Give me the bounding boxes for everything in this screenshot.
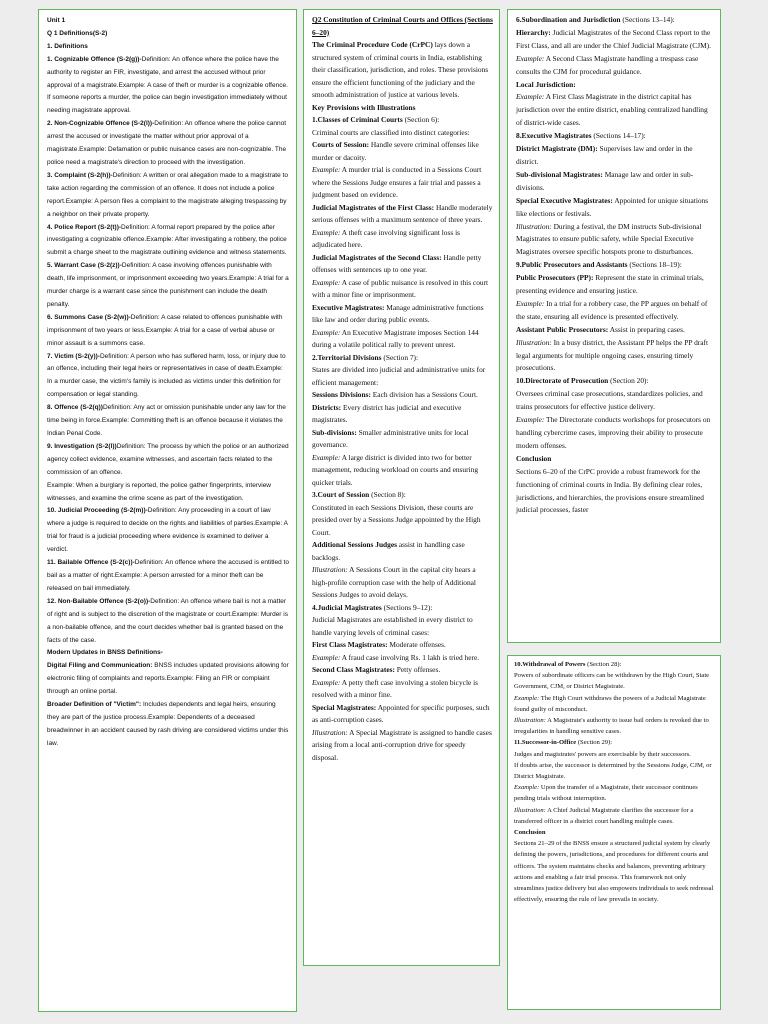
content-paragraph: [516, 130, 715, 143]
definition-item: [47, 118, 289, 170]
definition-item: [47, 54, 289, 119]
italic-label: Illustration:: [312, 727, 348, 737]
paragraph-text: Appointed for unique situations like elections or festivals.: [516, 195, 709, 218]
withdrawal-panel: [507, 655, 721, 1010]
content-paragraph: [312, 164, 493, 202]
bold-label: 9.Public Prosecutors and Assistants: [516, 260, 628, 270]
content-paragraph: [516, 79, 715, 92]
paragraph-text: Represent the state in criminal trials, presenting evidence and ensuring justice.: [516, 273, 704, 296]
definition-item: [47, 260, 289, 312]
paragraph-text: Sections 6–20 of the CrPC provide a robust framework for the functioning of criminal courts in India. By defining clear roles, jurisdictions, and hierarchies, the provisions ensure streamlined judicial processes, faster: [516, 466, 705, 515]
subordination-panel: [507, 9, 721, 643]
definition-item: [47, 312, 289, 351]
bold-label: Hierarchy:: [516, 27, 551, 37]
content-paragraph: [312, 664, 493, 677]
content-paragraph: [312, 427, 493, 452]
bold-label: 8.Executive Magistrates: [516, 131, 592, 141]
bold-label: First Class Magistrates:: [312, 640, 388, 649]
paragraph-text: Oversees criminal case prosecutions, standardizes policies, and trains prosecutors for effective justice delivery.: [516, 389, 703, 412]
paragraph-text: Each division has a Sessions Court.: [370, 390, 478, 399]
content-paragraph: [516, 414, 715, 453]
paragraph-text: Judges and magistrates' powers are exercisable by their successors.: [514, 750, 691, 758]
bold-label: 10.Directorate of Prosecution: [516, 376, 609, 386]
section-heading: 1. Definitions: [47, 42, 88, 50]
paragraph-text: Powers of subordinate officers can be withdrawn by the High Court, State Government, CJM, or District Magistrate.: [514, 672, 710, 691]
content-paragraph: [312, 452, 493, 490]
italic-label: Example:: [312, 327, 341, 337]
paragraph-text: (Section 29):: [576, 739, 613, 747]
content-paragraph: [514, 838, 715, 905]
definition-text: Definition: The process by which the police or an authorized agency collect evidence, examine witnesses, and ascertain facts related to the commission of an offence.: [47, 442, 289, 476]
content-paragraph: [312, 127, 493, 140]
definition-item: [47, 699, 289, 751]
paragraph-text: A Chief Judicial Magistrate clarifies the successor for a transferred officer in a district court handling multiple cases.: [514, 806, 694, 825]
definition-term: Digital Filing and Communication:: [47, 662, 153, 670]
paragraph-text: A murder trial is conducted in a Sessions Court where the Sessions Judge ensures a fair trial and passes a judgment based on evidence.: [312, 165, 482, 199]
definition-text: Definition: A case related to offences punishable with imprisonment of two years or less.Example: A trial for a case of verbal abuse or minor assault is a summons case.: [47, 313, 283, 347]
definition-item: [47, 660, 289, 699]
paragraph-text: Criminal courts are classified into distinct categories:: [312, 127, 470, 137]
bold-label: Conclusion: [514, 829, 546, 837]
content-paragraph: [312, 727, 493, 765]
definition-text: Definition: An offence where the police cannot arrest the accused or investigate the matter without prior approval of a magistrate.Example: Defamation or public nuisance cases are non-cognizable. The police need a magistrate's direction to proceed with the investigation.: [47, 120, 287, 166]
content-paragraph: [312, 302, 493, 327]
content-paragraph: [312, 364, 493, 389]
definition-text: Definition: A case involving offences punishable with death, life imprisonment, or imprisonment exceeding two years.Example: A trial for a murder charge is a warrant case since the punishment can include the death penalty.: [47, 262, 289, 308]
definition-term: 7. Victim (S-2(y))-: [47, 352, 100, 360]
definition-term: 5. Warrant Case (S-2(z))-: [47, 262, 122, 270]
content-paragraph: [516, 337, 715, 376]
content-paragraph: [516, 324, 715, 337]
subordination-content: [516, 14, 715, 517]
content-paragraph: [516, 195, 715, 221]
definition-item: [47, 557, 289, 596]
paragraph-text: Petty offenses.: [394, 665, 441, 674]
italic-label: Illustration:: [514, 806, 546, 814]
definition-text: BNSS includes updated provisions allowing for electronic filing of complaints and reports.Example: Filing an FIR or complaint through an online portal.: [47, 662, 289, 696]
content-paragraph: [516, 259, 715, 272]
definition-text: Definition: An offence where the police have the authority to register an FIR, investigate, and arrest the accused without prior approval of a magistrate.Example: A case of theft or murder is a cognizable offence. If someone reports a murder, the police can begin investigation immediately without needing magistrate approval.: [47, 55, 288, 115]
paragraph-text: A large district is divided into two for better management, reducing workload on courts and ensuring quicker trials.: [312, 452, 479, 487]
definition-term: 12. Non-Bailable Offence (S-2(o))-: [47, 597, 151, 605]
italic-label: Illustration:: [516, 337, 552, 347]
italic-label: Example:: [516, 415, 545, 425]
bold-label: Conclusion: [516, 453, 552, 463]
paragraph-text: In a busy district, the Assistant PP helps the PP draft legal arguments for multiple ongoing cases, ensuring timely prosecutions.: [516, 337, 709, 373]
paragraph-text: A Magistrate's authority to issue bail orders is revoked due to irregularities in handling sensitive cases.: [514, 717, 709, 736]
paragraph-text: States are divided into judicial and administrative units for efficient management:: [312, 365, 486, 387]
content-paragraph: [516, 143, 715, 169]
definition-item: [47, 170, 289, 222]
definition-term: 9. Investigation (S-2(l)): [47, 442, 117, 450]
paragraph-text: (Section 20):: [608, 376, 649, 386]
content-paragraph: [312, 114, 493, 127]
paragraph-text: (Section 7):: [381, 352, 419, 362]
paragraph-text: (Sections 18–19):: [627, 260, 682, 270]
withdrawal-content: [514, 659, 715, 905]
content-paragraph: [516, 27, 715, 53]
bold-label: Judicial Magistrates of the First Class:: [312, 202, 435, 212]
definition-term: 11. Bailable Offence (S-2(c))-: [47, 559, 135, 567]
definition-item: [47, 351, 289, 403]
paragraph-text: Moderate offenses.: [387, 640, 446, 649]
paragraph-text: (Section 6):: [402, 115, 440, 124]
content-paragraph: [516, 169, 715, 195]
bold-label: Public Prosecutors (PP):: [516, 273, 594, 283]
definition-item: [47, 222, 289, 261]
definition-text: Definition: A formal report prepared by the police after investigating a cognizable offence.Example: After investigating a robbery, the police submit a charge sheet to the magistrate outlining evidence and witness statements.: [47, 223, 287, 257]
paragraph-text: A petty theft case involving a stolen bicycle is resolved with a minor fine.: [312, 677, 479, 699]
content-paragraph: [312, 614, 493, 639]
definition-item: [47, 647, 289, 660]
bold-label: 10.Withdrawal of Powers: [514, 661, 586, 668]
definition-item: [47, 402, 289, 441]
content-paragraph: [312, 489, 493, 502]
definition-term: 3. Complaint (S-2(h))-: [47, 171, 113, 179]
bold-label: Key Provisions with Illustrations: [312, 102, 416, 112]
definition-text: Definition: A written or oral allegation made to a magistrate to take action regarding the commission of an offence. It does not include a police report.Example: A person files a complaint to the magistrate alleging trespassing by a neighbor on their private property.: [47, 171, 288, 218]
bold-label: Courts of Session:: [312, 140, 370, 149]
bold-label: Second Class Magistrates:: [312, 665, 395, 674]
content-paragraph: [312, 639, 493, 652]
content-paragraph: [312, 202, 493, 227]
italic-label: Example:: [312, 452, 341, 462]
paragraph-text: A Special Magistrate is assigned to handle cases arising from a local anti-corruption drive for speedy disposal.: [312, 727, 492, 762]
paragraph-text: (Sections 14–17):: [591, 131, 646, 141]
criminal-courts-panel: [303, 9, 500, 966]
bold-label: 11.Successor-in-Office: [514, 739, 577, 747]
unit-heading: Unit 1: [47, 17, 66, 24]
content-paragraph: [514, 737, 715, 748]
question-heading: Q 1 Definitions(S-2): [47, 29, 108, 37]
bold-label: 4.Judicial Magistrates: [312, 602, 382, 612]
content-paragraph: [312, 277, 493, 302]
italic-label: Example:: [312, 277, 341, 287]
italic-label: Example:: [516, 298, 545, 308]
content-paragraph: [514, 670, 715, 692]
content-paragraph: [514, 760, 715, 782]
bold-label: Districts:: [312, 402, 342, 412]
definition-term: 10. Judicial Proceeding (S-2(m))-: [47, 507, 148, 515]
paragraph-text: Upon the transfer of a Magistrate, their successor continues pending trials without interruption.: [514, 784, 698, 803]
italic-label: Illustration:: [312, 565, 348, 574]
bold-label: Additional Sessions Judges: [312, 540, 398, 549]
content-paragraph: [312, 502, 493, 540]
italic-label: Example:: [312, 652, 341, 662]
paragraph-text: A Sessions Court in the capital city hears a high-profile corruption case with the help of Additional Sessions Judges to avoid delays.: [312, 565, 476, 599]
paragraph-text: In a trial for a robbery case, the PP argues on behalf of the state, ensuring all evidence is presented effectively.: [516, 298, 708, 321]
definition-term: Broader Definition of "Victim":: [47, 701, 142, 709]
bold-label: Assistant Public Prosecutors:: [516, 324, 609, 334]
paragraph-text: (Sections 9–12):: [381, 602, 433, 612]
content-paragraph: [312, 652, 493, 665]
content-paragraph: [516, 375, 715, 388]
content-paragraph: [516, 14, 715, 27]
content-paragraph: [312, 602, 493, 615]
paragraph-text: Constituted in each Sessions Division, these courts are presided over by a Sessions Judge appointed by the High Court.: [312, 502, 481, 537]
paragraph-text: An Executive Magistrate imposes Section 144 during a volatile political rally to prevent unrest.: [312, 327, 479, 349]
definition-text: Definition: Any proceeding in a court of law where a judge is required to decide on the rights and liabilities of parties.Example: A trial for fraud is a judicial proceeding where evidence is examined to deliver a verdict.: [47, 507, 288, 554]
paragraph-text: (Section 28):: [585, 661, 622, 668]
content-paragraph: [516, 53, 715, 79]
bold-label: Special Magistrates:: [312, 702, 377, 712]
bold-label: District Magistrate (DM):: [516, 144, 598, 154]
content-paragraph: [312, 252, 493, 277]
definition-term: 8. Offence (S-2(q)): [47, 404, 103, 412]
bold-label: Sessions Divisions:: [312, 390, 371, 399]
paragraph-text: Smaller administrative units for local governance.: [312, 427, 469, 449]
bold-label: Local Jurisdiction:: [516, 79, 576, 89]
paragraph-text: Manage administrative functions like law and order during public events.: [312, 302, 484, 324]
content-paragraph: [312, 102, 493, 115]
italic-label: Example:: [516, 92, 545, 102]
paragraph-text: assist in handling case backlogs.: [312, 540, 465, 562]
content-paragraph: [516, 91, 715, 130]
content-paragraph: [514, 749, 715, 760]
paragraph-text: Assist in preparing cases.: [608, 324, 685, 334]
content-paragraph: [312, 402, 493, 427]
bold-label: 3.Court of Session: [312, 490, 370, 499]
paragraph-text: Judicial Magistrates are established in every district to handle varying levels of criminal cases:: [312, 615, 473, 637]
paragraph-text: A fraud case involving Rs. 1 lakh is tried here.: [340, 652, 480, 662]
content-paragraph: [312, 39, 493, 102]
content-paragraph: [514, 827, 715, 838]
definition-item: [47, 505, 289, 557]
definition-text: Definition: An offence where bail is not a matter of right and is subject to the discretion of the magistrate or court.Example: Murder is a non-bailable offence, and the court decides whether bail is granted based on the facts of the case.: [47, 597, 288, 644]
content-paragraph: [514, 659, 715, 670]
paragraph-text: Sections 21–29 of the BNSS ensure a structured judicial system by clearly defining the powers, jurisdictions, and procedures for different courts and officers. The system maintains checks and balances, preventing arbitrary actions and enabling a fair trial process. This framework not only streamlines justice delivery but also empowers individuals to seek redressal effectively, ensuring the rule of law prevails in society.: [514, 840, 714, 904]
bold-label: Sub-divisions:: [312, 427, 357, 437]
definition-text: Definition: Any act or omission punishable under any law for the time being in force.Example: Committing theft is an offence because it violates the Indian Penal Code.: [47, 404, 286, 437]
content-paragraph: [516, 272, 715, 298]
content-paragraph: [516, 388, 715, 414]
definition-text: Definition: A person who has suffered harm, loss, or injury due to an offence, including their legal heirs or representatives in case of death.Example: In a murder case, the victim's family is included as victims under this definition for compensation or legal standing.: [47, 352, 286, 399]
paragraph-text: If doubts arise, the successor is determined by the Sessions Judge, CJM, or District Magistrate.: [514, 761, 712, 781]
italic-label: Example:: [312, 677, 341, 687]
content-paragraph: [312, 139, 493, 164]
bold-label: Sub-divisional Magistrates:: [516, 169, 603, 179]
content-paragraph: [516, 221, 715, 260]
definition-item: [47, 596, 289, 648]
paragraph-text: Manage law and order in sub-divisions.: [516, 169, 694, 192]
definition-item: [47, 441, 289, 480]
courts-content: [312, 39, 493, 764]
definition-text: Includes dependents and legal heirs, ensuring they are part of the justice process.Example: Dependents of a deceased breadwinner in an accident caused by rash driving are considered victims under this law.: [47, 701, 289, 747]
content-paragraph: [516, 298, 715, 324]
content-paragraph: [312, 227, 493, 252]
definition-term: 4. Police Report (S-2(t))-: [47, 223, 122, 231]
definition-term: 6. Summons Case (S-2(w))-: [47, 313, 131, 321]
bold-label: 6.Subordination and Jurisdiction: [516, 15, 621, 24]
content-paragraph: [312, 702, 493, 727]
bold-label: Judicial Magistrates of the Second Class:: [312, 252, 442, 262]
content-paragraph: [516, 466, 715, 518]
paragraph-text: During a festival, the DM instructs Sub-divisional Magistrates to ensure public safety, while Special Executive Magistrates oversee specific hotspots prone to disturbances.: [516, 221, 702, 257]
paragraph-text: Handle severe criminal offenses like murder or dacoity.: [312, 140, 479, 162]
content-paragraph: [312, 539, 493, 564]
content-paragraph: [516, 453, 715, 466]
content-paragraph: [514, 782, 715, 804]
italic-label: Example:: [514, 694, 540, 702]
paragraph-text: A First Class Magistrate in the district capital has jurisdiction over the entire district, enabling centralized handling of district-wide cases.: [516, 92, 708, 128]
paragraph-text: Handle moderately serious offenses with a maximum sentence of three years.: [312, 202, 493, 224]
definition-term: Modern Updates in BNSS Definitions-: [47, 649, 163, 657]
bold-label: Executive Magistrates:: [312, 302, 385, 312]
italic-label: Illustration:: [514, 717, 546, 725]
italic-label: Example:: [516, 53, 545, 63]
paragraph-text: The Directorate conducts workshops for prosecutors on handling cybercrime cases, improving their ability to prosecute modern offenses.: [516, 415, 711, 450]
bold-label: Special Executive Magistrates:: [516, 195, 613, 205]
paragraph-text: Supervises law and order in the district.: [516, 144, 693, 166]
bold-label: 2.Territorial Divisions: [312, 352, 382, 362]
definition-text: Example: When a burglary is reported, the police gather fingerprints, interview witnesses, and examine the crime scene as part of the investigation.: [47, 481, 271, 502]
definition-item: [47, 480, 289, 506]
paragraph-text: Every district has judicial and executive magistrates.: [312, 402, 462, 424]
content-paragraph: [312, 327, 493, 352]
content-paragraph: [312, 352, 493, 365]
courts-title: Q2 Constitution of Criminal Courts and Offices (Sections 6–20): [312, 15, 493, 37]
definitions-list: [47, 54, 289, 751]
content-paragraph: [514, 805, 715, 827]
definition-term: 2. Non-Cognizable Offence (S-2(l))-: [47, 120, 155, 128]
paragraph-text: Appointed for specific purposes, such as anti-corruption cases.: [312, 702, 490, 724]
paragraph-text: A case of public nuisance is resolved in this court with a minor fine or imprisonment.: [312, 277, 489, 299]
paragraph-text: A Second Class Magistrate handling a trespass case consults the CJM for procedural guidance.: [516, 53, 699, 76]
italic-label: Illustration:: [516, 221, 552, 231]
content-paragraph: [514, 715, 715, 737]
definitions-panel: [38, 9, 297, 1012]
paragraph-text: (Section 8):: [369, 490, 406, 499]
bold-label: 1.Classes of Criminal Courts: [312, 115, 403, 124]
content-paragraph: [312, 677, 493, 702]
paragraph-text: The High Court withdraws the powers of a Judicial Magistrate found guilty of misconduct.: [514, 694, 706, 713]
content-paragraph: [312, 389, 493, 402]
paragraph-text: (Sections 13–14):: [620, 15, 675, 24]
definition-text: Definition: An offence where the accused is entitled to bail as a matter of right.Example: A person arrested for a minor theft can be released on bail immediately.: [47, 559, 289, 592]
definition-term: 1. Cognizable Offence (S-2(g))-: [47, 55, 142, 63]
paragraph-text: Handle petty offenses with sentences up to one year.: [312, 252, 482, 274]
italic-label: Example:: [312, 165, 341, 174]
content-paragraph: [312, 564, 493, 602]
bold-label: The Criminal Procedure Code (CrPC): [312, 40, 433, 49]
paragraph-text: Judicial Magistrates of the Second Class report to the First Class, and all are under the Chief Judicial Magistrate (CJM).: [516, 27, 711, 50]
paragraph-text: A theft case involving significant loss is adjudicated here.: [312, 227, 461, 249]
italic-label: Example:: [312, 227, 341, 237]
paragraph-text: lays down a structured system of criminal courts in India, establishing their classification, jurisdiction, and roles. These provisions ensure the efficient functioning of the judiciary and the smooth administration of justice at various levels.: [312, 40, 489, 99]
italic-label: Example:: [514, 784, 540, 792]
content-paragraph: [514, 693, 715, 715]
